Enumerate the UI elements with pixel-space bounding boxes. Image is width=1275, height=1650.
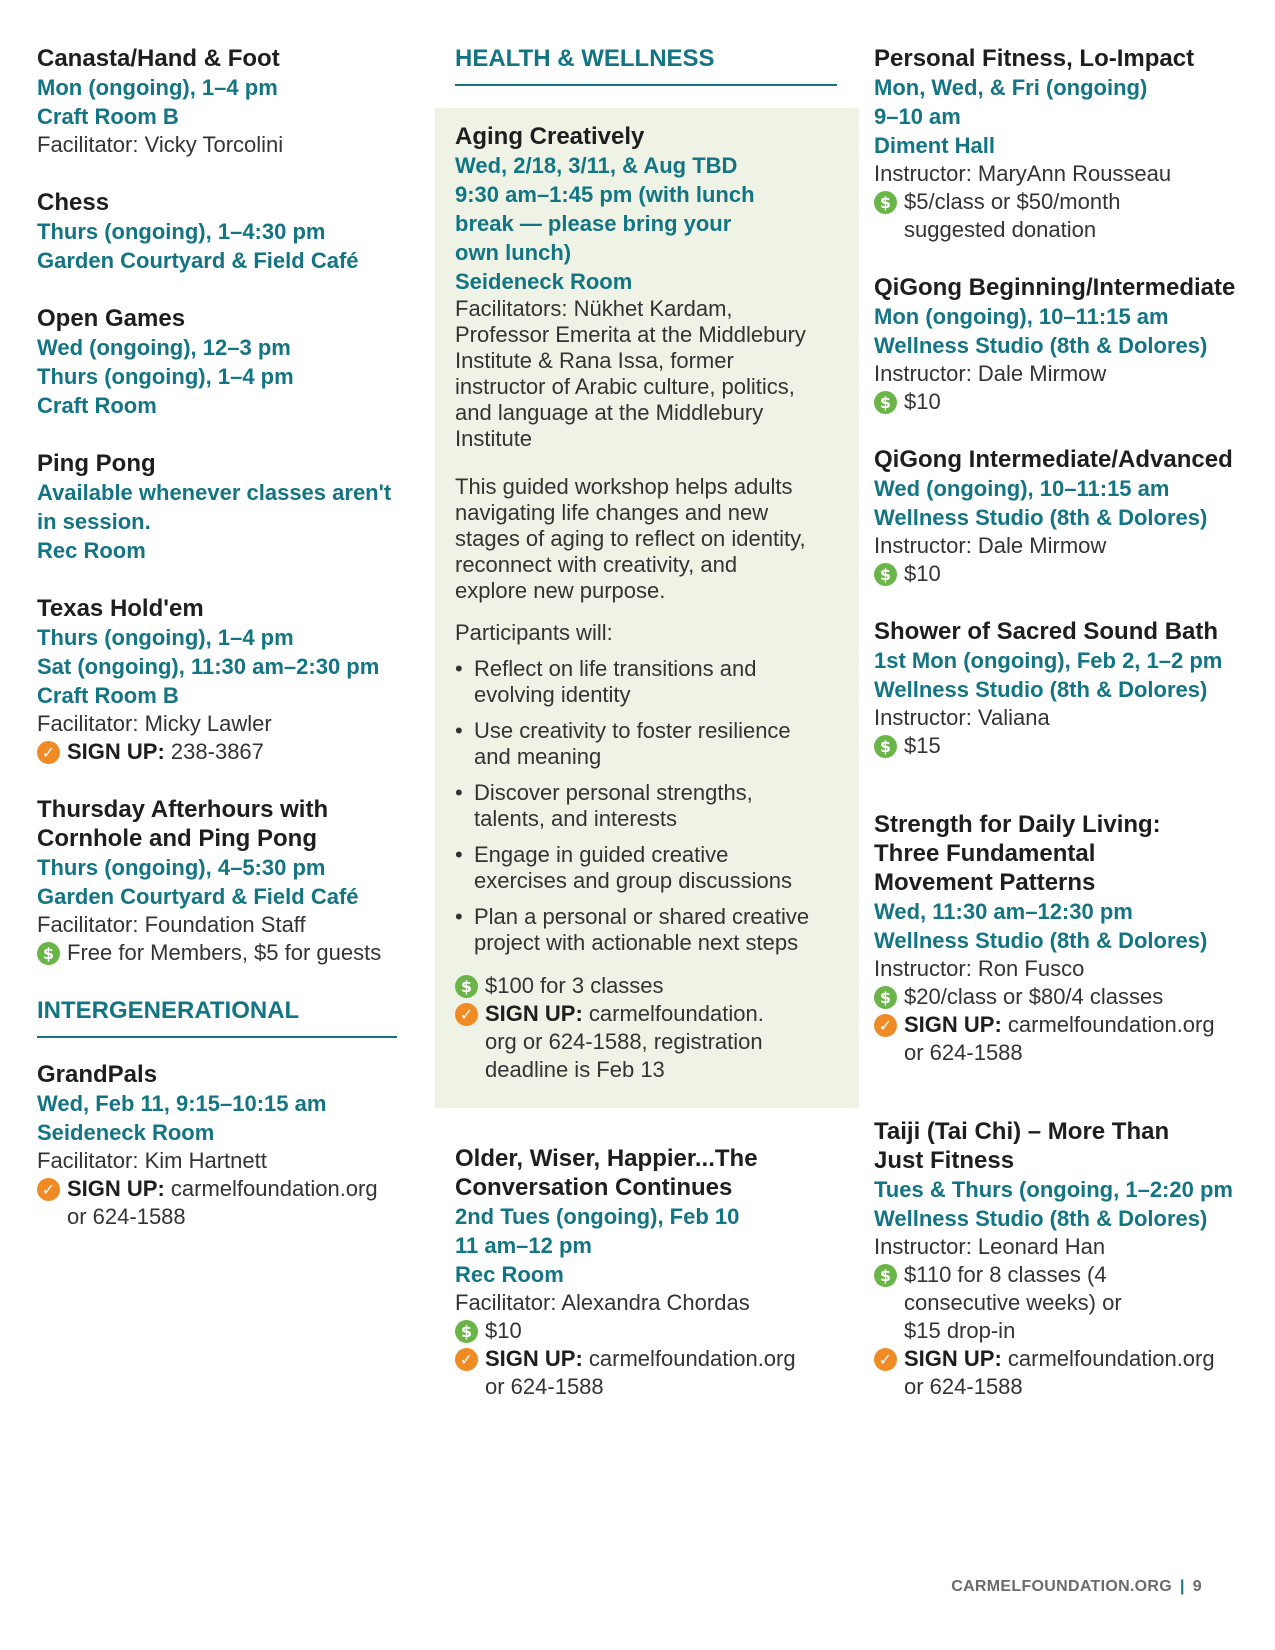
signup-row-continued — [455, 1373, 837, 1401]
cost-text: consecutive weeks) or — [904, 1290, 1122, 1315]
listing-title: Canasta/Hand & Foot — [37, 45, 280, 72]
signup-row-continued — [874, 1039, 1244, 1067]
dollar-icon: $ — [455, 975, 478, 998]
facilitators-text: and language at the Middlebury — [455, 400, 764, 425]
description: navigating life changes and new — [455, 500, 769, 525]
page-footer — [951, 1578, 1202, 1596]
listing-time: Wed (ongoing), 10–11:15 am — [874, 476, 1170, 501]
listing-time: Wed, 11:30 am–12:30 pm — [874, 899, 1133, 924]
listing-time: Available whenever classes aren't — [37, 480, 392, 505]
listing-title: Cornhole and Ping Pong — [37, 825, 317, 852]
listing-instructor: Instructor: Valiana — [874, 705, 1050, 730]
check-icon: ✓ — [455, 1348, 478, 1371]
signup-phone[interactable]: 238-3867 — [170, 739, 264, 764]
listing-time: 11 am–12 pm — [455, 1233, 592, 1258]
dollar-icon: $ — [37, 942, 60, 965]
check-icon: ✓ — [874, 1014, 897, 1037]
column-2 — [455, 44, 837, 1430]
listing-location: Wellness Studio (8th & Dolores) — [874, 505, 1208, 530]
listing-time: 2nd Tues (ongoing), Feb 10 — [455, 1204, 740, 1229]
listing-grandpals — [37, 1060, 397, 1231]
listing-time: own lunch) — [455, 240, 572, 265]
cost-row — [455, 1317, 837, 1345]
listing-location: Craft Room B — [37, 104, 179, 129]
cost-row — [37, 939, 397, 967]
listing-location: Rec Room — [37, 538, 146, 563]
listing-texas-holdem — [37, 594, 397, 766]
cost-text: $10 — [485, 1318, 522, 1343]
check-icon: ✓ — [37, 741, 60, 764]
listing-time: Thurs (ongoing), 1–4 pm — [37, 625, 294, 650]
signup-row — [37, 738, 397, 766]
listing-title: Three Fundamental — [874, 840, 1096, 867]
bullet-item: • Use creativity to foster resilience and meaning — [455, 718, 837, 770]
listing-location: Craft Room — [37, 393, 157, 418]
listing-title: Thursday Afterhours with — [37, 796, 329, 823]
listing-time: Mon (ongoing), 1–4 pm — [37, 75, 278, 100]
description: stages of aging to reflect on identity, — [455, 526, 806, 551]
dollar-icon: $ — [874, 563, 897, 586]
signup-phone[interactable]: or 624-1588 — [485, 1374, 604, 1399]
section-heading-intergenerational: INTERGENERATIONAL — [37, 996, 397, 1038]
signup-link[interactable]: carmelfoundation. — [588, 1001, 764, 1026]
listing-qigong-intermediate — [874, 445, 1244, 588]
featured-box-aging-creatively — [435, 108, 859, 1108]
listing-facilitator: Facilitator: Alexandra Chordas — [455, 1290, 750, 1315]
listing-title: Chess — [37, 189, 110, 216]
listing-taiji — [874, 1117, 1244, 1401]
listing-personal-fitness — [874, 44, 1244, 244]
listing-facilitator: Facilitator: Kim Hartnett — [37, 1148, 267, 1173]
listing-canasta — [37, 44, 397, 159]
listing-location: Seideneck Room — [455, 269, 633, 294]
signup-phone[interactable]: or 624-1588 — [904, 1040, 1023, 1065]
listing-location: Wellness Studio (8th & Dolores) — [874, 928, 1208, 953]
cost-text: $100 for 3 classes — [485, 973, 664, 998]
signup-label: SIGN UP: — [485, 1346, 583, 1371]
signup-row — [874, 1345, 1244, 1373]
column-3 — [874, 44, 1244, 1430]
cost-row — [874, 983, 1244, 1011]
cost-text: $5/class or $50/month — [904, 189, 1121, 214]
listing-facilitator: Facilitator: Micky Lawler — [37, 711, 272, 736]
cost-text: Free for Members, $5 for guests — [67, 940, 382, 965]
listing-title: Personal Fitness, Lo-Impact — [874, 45, 1195, 72]
listing-instructor: Instructor: Leonard Han — [874, 1234, 1106, 1259]
listing-open-games — [37, 304, 397, 420]
listing-title: Texas Hold'em — [37, 595, 204, 622]
column-1 — [37, 44, 397, 1260]
listing-title: Taiji (Tai Chi) – More Than — [874, 1118, 1170, 1145]
section-heading-health-wellness: HEALTH & WELLNESS — [455, 44, 837, 86]
listing-time: Tues & Thurs (ongoing, 1–2:20 pm — [874, 1177, 1233, 1202]
listing-title: Movement Patterns — [874, 869, 1096, 896]
signup-link[interactable]: carmelfoundation.org — [170, 1176, 378, 1201]
signup-phone[interactable]: or 624-1588 — [904, 1374, 1023, 1399]
cost-row-continued — [874, 1317, 1244, 1345]
listing-instructor: Instructor: Dale Mirmow — [874, 533, 1107, 558]
footer-site-link[interactable]: CARMELFOUNDATION.ORG — [951, 1578, 1173, 1595]
cost-row-continued — [874, 216, 1244, 244]
signup-text: org or 624-1588, registration — [485, 1029, 763, 1054]
listing-location: Wellness Studio (8th & Dolores) — [874, 677, 1208, 702]
listing-location: Craft Room B — [37, 683, 179, 708]
cost-row — [874, 732, 1244, 760]
facilitators-text: Facilitators: Nükhet Kardam, — [455, 296, 733, 321]
listing-time: Wed (ongoing), 12–3 pm — [37, 335, 291, 360]
signup-label: SIGN UP: — [904, 1346, 1002, 1371]
cost-text: $20/class or $80/4 classes — [904, 984, 1164, 1009]
listing-time: in session. — [37, 509, 151, 534]
listing-title: Open Games — [37, 305, 186, 332]
cost-text: $15 drop-in — [904, 1318, 1016, 1343]
page-number: 9 — [1192, 1578, 1202, 1595]
bullet-item: • Discover personal strengths, talents, and interests — [455, 780, 837, 832]
signup-row-continued — [455, 1028, 837, 1056]
description: explore new purpose. — [455, 578, 666, 603]
facilitators-text: Professor Emerita at the Middlebury — [455, 322, 806, 347]
cost-row — [874, 388, 1244, 416]
listing-facilitator: Facilitator: Vicky Torcolini — [37, 132, 284, 157]
listing-title: QiGong Intermediate/Advanced — [874, 446, 1233, 473]
listing-time: Thurs (ongoing), 1–4:30 pm — [37, 219, 326, 244]
facilitators-text: Institute & Rana Issa, former — [455, 348, 734, 373]
listing-title: Conversation Continues — [455, 1174, 733, 1201]
listing-strength-daily-living — [874, 810, 1244, 1067]
dollar-icon: $ — [874, 191, 897, 214]
signup-row — [455, 1000, 837, 1028]
signup-row — [37, 1175, 397, 1203]
listing-location: Seideneck Room — [37, 1120, 215, 1145]
facilitators-text: Institute — [455, 426, 533, 451]
listing-time: Wed, 2/18, 3/11, & Aug TBD — [455, 153, 738, 178]
facilitators-text: instructor of Arabic culture, politics, — [455, 374, 795, 399]
listing-location: Wellness Studio (8th & Dolores) — [874, 1206, 1208, 1231]
listing-thursday-afterhours — [37, 795, 397, 967]
signup-link[interactable]: carmelfoundation.org — [588, 1346, 796, 1371]
bullet-item: • Plan a personal or shared creative project with actionable next steps — [455, 904, 837, 956]
cost-text: $15 — [904, 733, 941, 758]
listing-title: Ping Pong — [37, 450, 156, 477]
listing-title: Just Fitness — [874, 1147, 1015, 1174]
listing-location: Diment Hall — [874, 133, 996, 158]
listing-location: Garden Courtyard & Field Café — [37, 248, 359, 273]
dollar-icon: $ — [874, 986, 897, 1009]
listing-instructor: Instructor: MaryAnn Rousseau — [874, 161, 1172, 186]
signup-label: SIGN UP: — [485, 1001, 583, 1026]
listing-title: Aging Creatively — [455, 123, 645, 150]
cost-row — [455, 972, 837, 1000]
signup-row-continued — [874, 1373, 1244, 1401]
participants-label: Participants will: — [455, 620, 613, 645]
signup-row-continued — [455, 1056, 837, 1084]
listing-chess — [37, 188, 397, 275]
check-icon: ✓ — [455, 1003, 478, 1026]
cost-row — [874, 560, 1244, 588]
signup-row — [874, 1011, 1244, 1039]
signup-label: SIGN UP: — [904, 1012, 1002, 1037]
listing-instructor: Instructor: Ron Fusco — [874, 956, 1085, 981]
listing-time: 1st Mon (ongoing), Feb 2, 1–2 pm — [874, 648, 1223, 673]
description: reconnect with creativity, and — [455, 552, 738, 577]
signup-label: SIGN UP: — [67, 739, 165, 764]
listing-time: Mon (ongoing), 10–11:15 am — [874, 304, 1169, 329]
listing-older-wiser-happier — [455, 1144, 837, 1401]
signup-label: SIGN UP: — [67, 1176, 165, 1201]
listing-location: Garden Courtyard & Field Café — [37, 884, 359, 909]
cost-text: suggested donation — [904, 217, 1097, 242]
listing-title: Older, Wiser, Happier...The — [455, 1145, 758, 1172]
signup-link[interactable]: carmelfoundation.org — [1007, 1346, 1215, 1371]
listing-location: Rec Room — [455, 1262, 564, 1287]
listing-time: Thurs (ongoing), 4–5:30 pm — [37, 855, 326, 880]
cost-row — [874, 188, 1244, 216]
signup-row — [455, 1345, 837, 1373]
bullet-item: • Reflect on life transitions and evolving identity — [455, 656, 837, 708]
description: This guided workshop helps adults — [455, 474, 793, 499]
check-icon: ✓ — [874, 1348, 897, 1371]
listing-time: break — please bring your — [455, 211, 732, 236]
listing-time: Mon, Wed, & Fri (ongoing) — [874, 75, 1148, 100]
dollar-icon: $ — [874, 391, 897, 414]
signup-row-continued — [37, 1203, 397, 1231]
dollar-icon: $ — [455, 1320, 478, 1343]
signup-deadline: deadline is Feb 13 — [485, 1057, 665, 1082]
dollar-icon: $ — [874, 735, 897, 758]
listing-qigong-beginning — [874, 273, 1244, 416]
listing-sound-bath — [874, 617, 1244, 760]
signup-link[interactable]: carmelfoundation.org — [1007, 1012, 1215, 1037]
bullet-item: • Engage in guided creative exercises and group discussions — [455, 842, 837, 894]
signup-phone[interactable]: or 624-1588 — [67, 1204, 186, 1229]
cost-row — [874, 1261, 1244, 1289]
cost-text: $10 — [904, 389, 941, 414]
listing-time: Thurs (ongoing), 1–4 pm — [37, 364, 294, 389]
listing-location: Wellness Studio (8th & Dolores) — [874, 333, 1208, 358]
listing-title: QiGong Beginning/Intermediate — [874, 274, 1236, 301]
listing-time: 9:30 am–1:45 pm (with lunch — [455, 182, 755, 207]
listing-title: Strength for Daily Living: — [874, 811, 1161, 838]
cost-text: $10 — [904, 561, 941, 586]
footer-separator: | — [1180, 1578, 1185, 1595]
listing-title: Shower of Sacred Sound Bath — [874, 618, 1219, 645]
listing-title: GrandPals — [37, 1061, 158, 1088]
listing-instructor: Instructor: Dale Mirmow — [874, 361, 1107, 386]
dollar-icon: $ — [874, 1264, 897, 1287]
listing-time: 9–10 am — [874, 104, 961, 129]
listing-time: Sat (ongoing), 11:30 am–2:30 pm — [37, 654, 380, 679]
cost-row-continued — [874, 1289, 1244, 1317]
check-icon: ✓ — [37, 1178, 60, 1201]
cost-text: $110 for 8 classes (4 — [904, 1262, 1107, 1287]
listing-time: Wed, Feb 11, 9:15–10:15 am — [37, 1091, 327, 1116]
listing-ping-pong — [37, 449, 397, 565]
listing-facilitator: Facilitator: Foundation Staff — [37, 912, 306, 937]
